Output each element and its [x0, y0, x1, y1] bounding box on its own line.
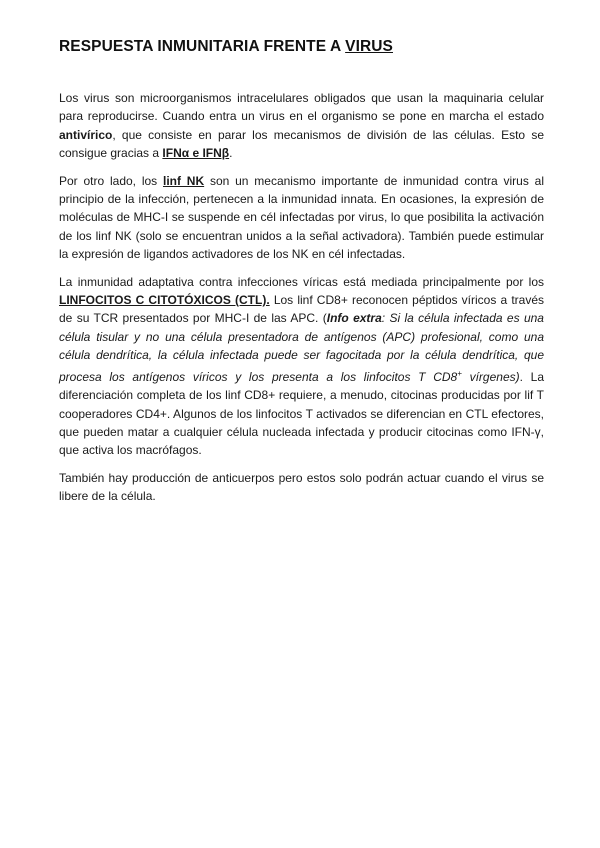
info-extra-end: vírgenes) — [461, 369, 520, 384]
p1-text-3: . — [229, 146, 233, 161]
info-extra-sup: + — [457, 368, 462, 378]
p3-text-1: La inmunidad adaptativa contra infecciones víricas está mediada principalmente por los — [59, 274, 544, 289]
ctl-term: LINFOCITOS C CITOTÓXICOS (CTL). — [59, 293, 270, 308]
p1-text-2: , que consiste en parar los mecanismos de división de las células. Esto se consigue gracias a — [59, 127, 544, 161]
p2-text-1: Por otro lado, los — [59, 173, 163, 188]
title-underlined-word: VIRUS — [345, 38, 393, 55]
p4-text: También hay producción de anticuerpos pero estos solo podrán actuar cuando el virus se libere de la célula. — [59, 470, 544, 504]
paragraph-antiviral-state — [59, 89, 544, 163]
antiviral-term: antivírico — [59, 127, 113, 142]
paragraph-antibodies — [59, 469, 544, 506]
p2-text-2: son un mecanismo importante de inmunidad contra virus al principio de la infección, pertenecen a la inmunidad innata. En ocasiones, la expresión de moléculas de MHC-I se suspende en cél infectadas por virus, lo que posibilita la activación de los linf NK (solo se encuentran unidos a la señal activadora). También puede estimular la expresión de ligandos activadores de los NK en cél infectadas. — [59, 173, 544, 262]
p3-text-2: Los linf CD8+ reconocen péptidos víricos a través de su TCR presentados por MHC-I de las APC. ( — [59, 293, 544, 326]
p1-text-1: Los virus son microorganismos intracelulares obligados que usan la maquinaria celular para reproducirse. Cuando entra un virus en el organismo se pone en marcha el estado — [59, 91, 544, 124]
info-extra-label: Info extra — [326, 311, 382, 326]
document-page — [59, 38, 544, 515]
page-title — [59, 38, 544, 56]
nk-term: linf NK — [162, 173, 205, 188]
info-extra-text: : Si la célula infectada es una célula tisular y no una célula presentadora de antígenos (APC) profesional, como una célula dendrítica, la célula infectada puede ser fagocitada por la célula dendrítica, que procesa los antígenos víricos y los presenta a los linfocitos T CD8 — [59, 311, 544, 384]
p3-text-3: . La diferenciación completa de los linf CD8+ requiere, a menudo, citocinas producidas por lif T cooperadores CD4+. Algunos de los linfocitos T activados se diferencian en CTL efectores, que pueden matar a cualquier célula nucleada infectada y producir citocinas como IFN-γ, que activa los macrófagos. — [59, 369, 545, 458]
paragraph-adaptive-immunity — [59, 273, 544, 460]
title-text: RESPUESTA INMUNITARIA FRENTE A — [59, 38, 346, 55]
ifn-term: IFNα e IFNβ — [162, 146, 230, 161]
paragraph-nk-cells — [59, 172, 544, 264]
